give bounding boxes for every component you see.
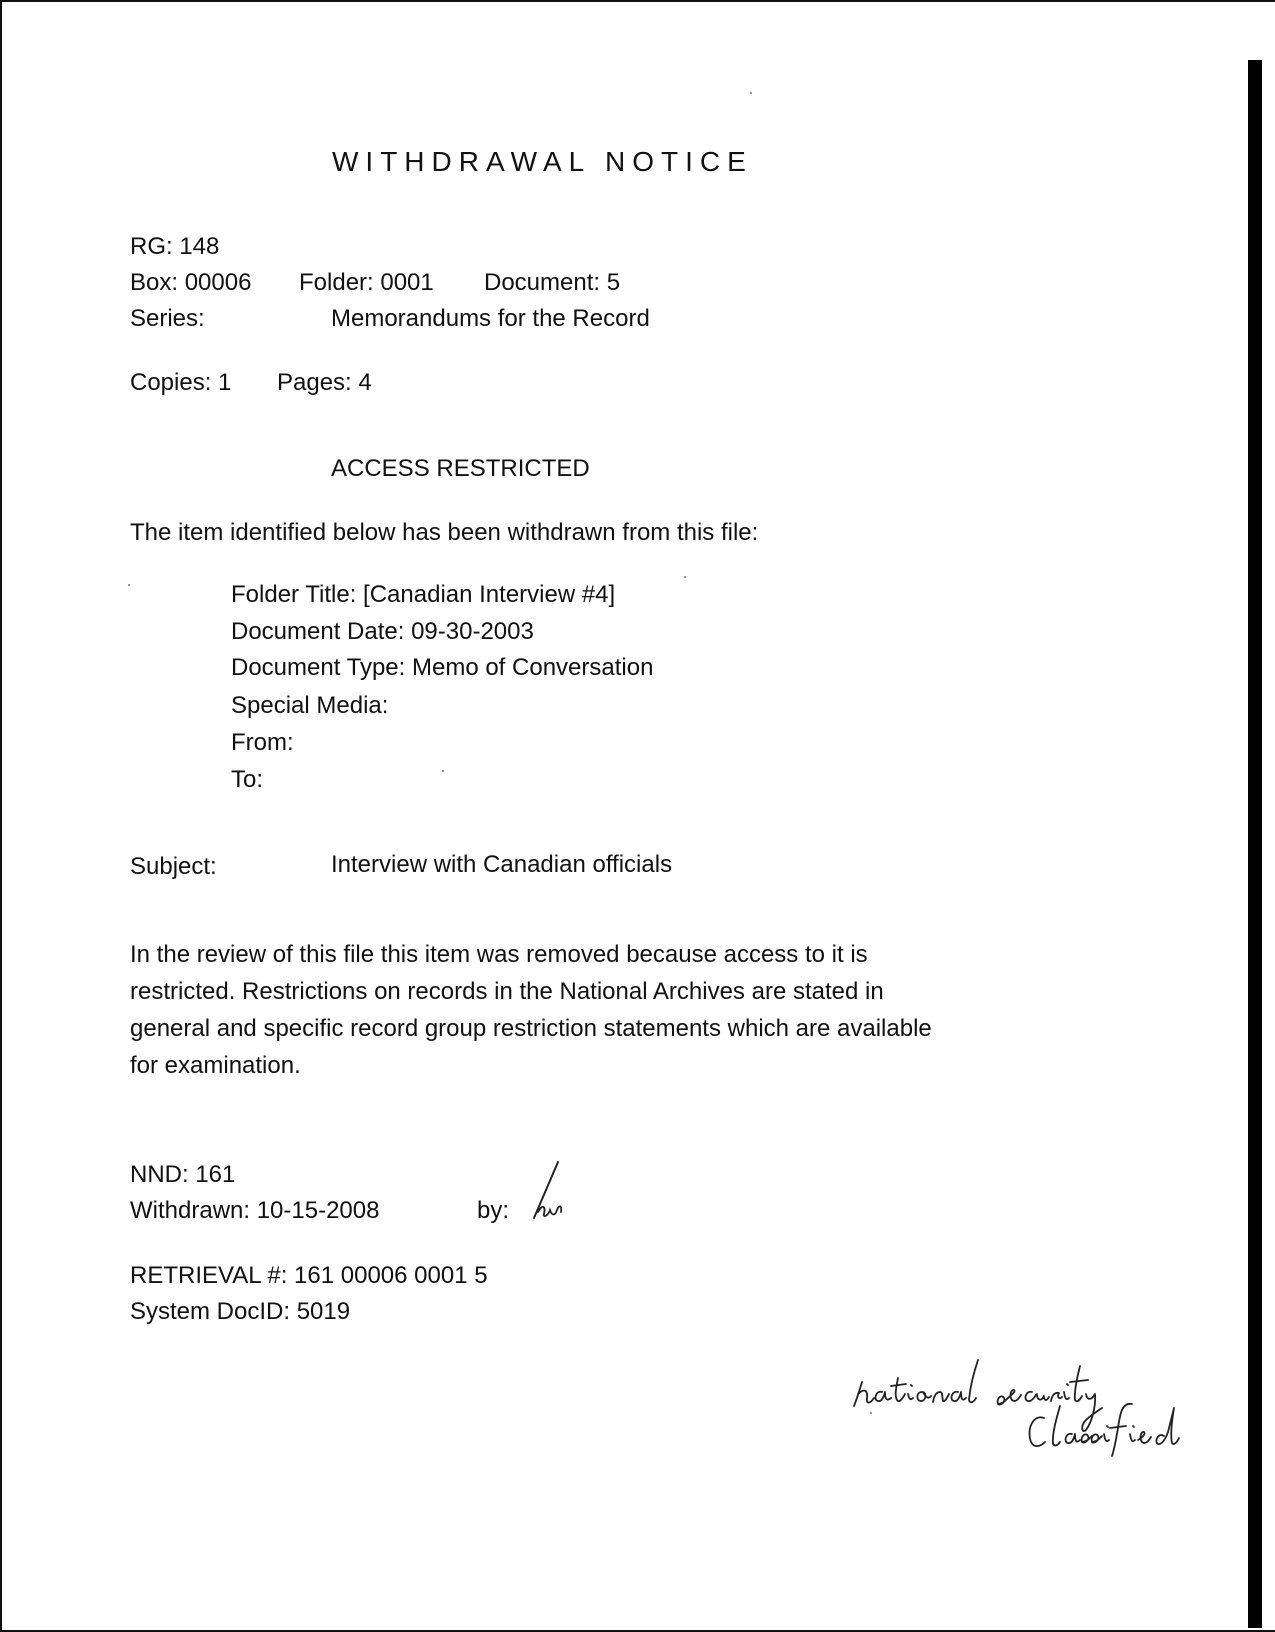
explanation-line: In the review of this file this item was removed because access to it is	[130, 941, 868, 968]
scan-speck	[870, 1412, 872, 1414]
scan-edge-top	[0, 0, 1275, 2]
scan-edge-bar	[1248, 60, 1262, 1628]
document-field: Document: 5	[484, 269, 621, 296]
page-title: WITHDRAWAL NOTICE	[332, 146, 753, 177]
subject-label: Subject:	[130, 853, 217, 880]
series-value: Memorandums for the Record	[331, 305, 650, 332]
reviewer-initials-signature	[528, 1160, 576, 1222]
handwritten-classification-note	[848, 1348, 1208, 1458]
withdrawn-date-field: Withdrawn: 10-15-2008	[130, 1197, 380, 1224]
special-media-field: Special Media:	[231, 692, 389, 719]
copies-field: Copies: 1	[130, 369, 232, 396]
scan-speck	[684, 576, 686, 578]
folder-field: Folder: 0001	[299, 269, 434, 296]
scan-speck	[750, 92, 752, 94]
access-restricted-heading: ACCESS RESTRICTED	[331, 455, 590, 482]
scan-speck	[128, 584, 130, 586]
system-docid: System DocID: 5019	[130, 1298, 351, 1325]
retrieval-number: RETRIEVAL #: 161 00006 0001 5	[130, 1262, 488, 1289]
series-label: Series:	[130, 305, 205, 332]
document-date-field: Document Date: 09-30-2003	[231, 618, 534, 645]
rg-field: RG: 148	[130, 233, 220, 260]
explanation-line: restricted. Restrictions on records in the National Archives are stated in	[130, 978, 884, 1005]
pages-field: Pages: 4	[277, 369, 372, 396]
from-field: From:	[231, 729, 294, 756]
folder-title-field: Folder Title: [Canadian Interview #4]	[231, 581, 616, 608]
nnd-field: NND: 161	[130, 1161, 236, 1188]
scan-edge-left	[0, 0, 2, 1632]
explanation-line: general and specific record group restriction statements which are available	[130, 1015, 932, 1042]
scan-speck	[442, 770, 444, 772]
subject-value: Interview with Canadian officials	[331, 851, 673, 878]
to-field: To:	[231, 766, 264, 793]
box-field: Box: 00006	[130, 269, 252, 296]
document-type-field: Document Type: Memo of Conversation	[231, 654, 654, 681]
restriction-explanation	[130, 936, 1030, 1084]
withdrawn-intro: The item identified below has been withdrawn from this file:	[130, 519, 759, 546]
by-label: by:	[477, 1197, 510, 1224]
explanation-line: for examination.	[130, 1052, 301, 1079]
